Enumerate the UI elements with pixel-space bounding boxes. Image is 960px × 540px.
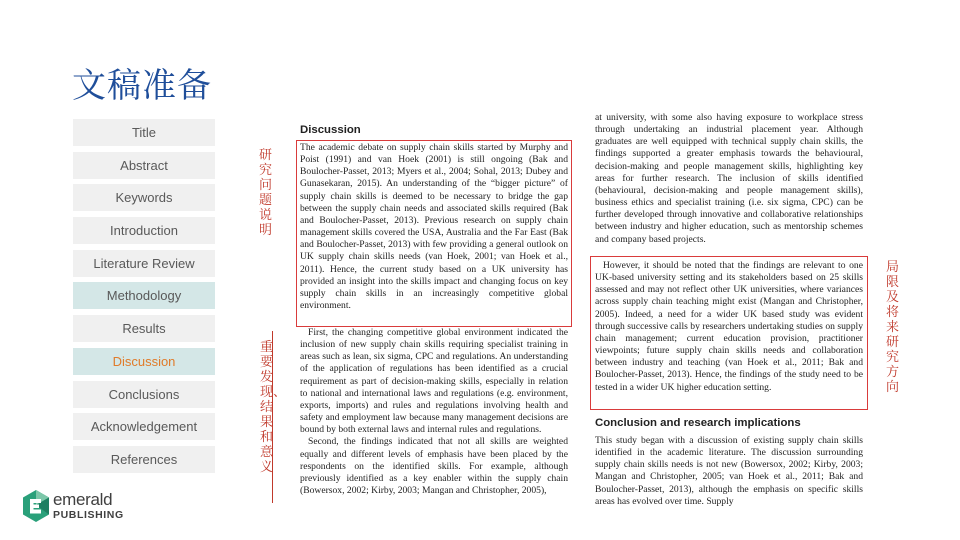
conclusion-paragraph: This study began with a discussion of existing supply chain skills identified in the academic literature. The discussion surrounding supply chain skills needs is not new (Bowersox, 2002; Kirby, 2003; Mangan and Christopher, 2005; van Hoek et al., 2011; Bak and Boulocher-Passet, 2013), although the emphasis on specific skills areas has evolved over time. Supply — [595, 435, 863, 507]
nav-item-abstract[interactable]: Abstract — [73, 152, 215, 179]
nav-item-discussion[interactable]: Discussion — [73, 348, 215, 375]
discussion-right-paragraph: at university, with some also having exposure to workplace stress through undertaking an industrial placement year. Although graduates are well equipped with technical supply chain skills, the findings supported a greater emphasis towards the behavioural, decision-making and people management skills, highlighting key areas for further research. The inclusion of skills identified (behavioural, decision-making and people management skills), business ethics and specialist training (i.e. six sigma, CPC) can be further developed through innovative and collaborative relationships between industry and higher education, such as mentorship schemes and company based projects. — [595, 112, 863, 245]
emerald-logo-icon — [22, 489, 50, 523]
slide-title: 文稿准备 — [72, 66, 212, 106]
logo-subtitle: PUBLISHING — [53, 509, 124, 521]
logo-wordmark: emerald — [53, 490, 113, 509]
annotation-research-question: 研究问题说明 — [259, 148, 273, 238]
section-nav — [73, 119, 215, 479]
nav-item-literature-review[interactable]: Literature Review — [73, 250, 215, 277]
limitations-paragraph: However, it should be noted that the findings are relevant to one UK-based university setting and its stakeholders based on 25 skills assessed and may not reflect other UK universities, where variances across supply chain teaching might exist (Mangan and Christopher, 2005). Indeed, a need for a wider UK based study was evident through successive calls by researchers undertaking studies on supply chain management; current education provision, practitioner viewpoints; future supply chain skills needs and collaboration between industry and teaching (van Hoek et al., 2011; Bak and Boulocher-Passet, 2013). Hence, the findings of the study need to be tested in a wider UK higher education setting. — [595, 260, 863, 393]
emerald-logo — [22, 489, 132, 523]
nav-item-keywords[interactable]: Keywords — [73, 184, 215, 211]
nav-item-title[interactable]: Title — [73, 119, 215, 146]
conclusion-heading: Conclusion and research implications — [595, 417, 801, 429]
discussion-findings-text: First, the changing competitive global environment indicated the inclusion of new supply chain skills requiring specialist training in areas such as lean, six sigma, CPC and regulations. An understanding of the application of regulations has been identified as a crucial requirement as part of decision-making skills, especially in relation to national and international laws and regulations (e.g. environment, exports, imports) and rules and regulations involving health and safety and employment law because many management decisions are bound by both external laws and internal rules and regulations. Second, the findings indicated that not all skills are weighted equally and different levels of emphasis have been placed by the respondents on the identified skills. For example, although previously identified as a key enabler within the supply chain (Bowersox, 2002; Kirby, 2003; Mangan and Christopher, 2005), — [300, 327, 568, 497]
nav-item-methodology[interactable]: Methodology — [73, 282, 215, 309]
nav-item-conclusions[interactable]: Conclusions — [73, 381, 215, 408]
nav-item-acknowledgement[interactable]: Acknowledgement — [73, 413, 215, 440]
highlight-box-limitations — [590, 256, 868, 410]
nav-item-references[interactable]: References — [73, 446, 215, 473]
discussion-boxed-paragraph: The academic debate on supply chain skills started by Murphy and Poist (1991) and van Hoek (2001) is still ongoing (Bak and Boulocher-Passet, 2013; Myers et al., 2004; Sohal, 2013; Dubey and Gunasekaran, 2015). An understanding of the “bigger picture” of supply chain skills is deemed to be necessary to bridge the gap between the supply chain needs and associated skills required (Bak and Boulocher-Passet, 2013). Previous research on supply chain management skills covered the USA, Australia and the Far East (Bak and Boulocher-Passet, 2013) with few providing a general outlook on UK supply chain skills needs (van Hoek, 2001; van Hoek et al., 2011). Hence, the current study based on a UK university has provided an insight into the skills impact and changing focus on key supply chain skills in an increasingly competitive global environment. — [300, 142, 568, 312]
annotation-limitations: 局限及将来研究方向 — [886, 260, 900, 395]
annotation-key-findings: 重要发现、结果和意义 — [260, 340, 287, 475]
highlight-box-research-question — [296, 140, 572, 327]
nav-item-introduction[interactable]: Introduction — [73, 217, 215, 244]
discussion-heading: Discussion — [300, 124, 361, 136]
nav-item-results[interactable]: Results — [73, 315, 215, 342]
